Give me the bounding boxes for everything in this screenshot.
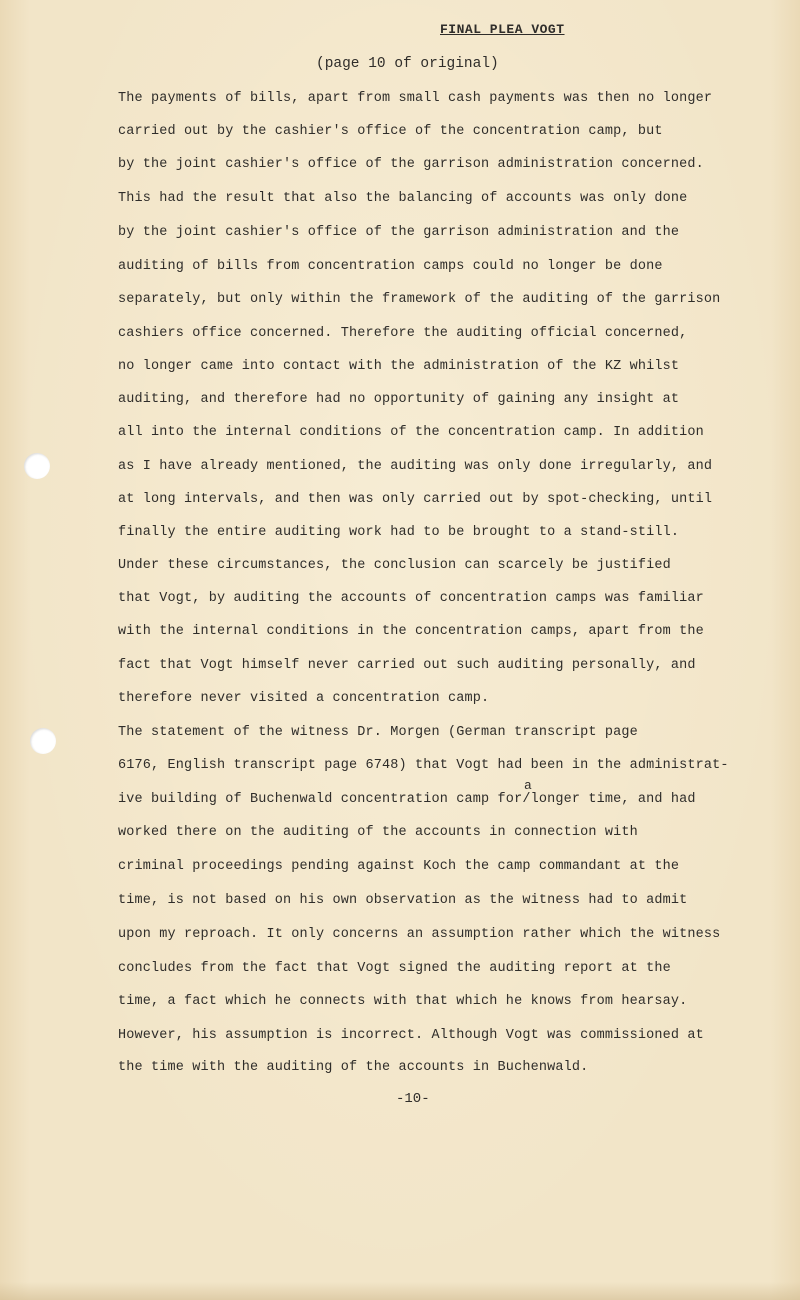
text-line: The statement of the witness Dr. Morgen (German transcript page [118, 725, 638, 740]
text-line: with the internal conditions in the concentration camps, apart from the [118, 624, 704, 639]
text-line: at long intervals, and then was only carried out by spot-checking, until [118, 492, 713, 507]
text-line: that Vogt, by auditing the accounts of concentration camps was familiar [118, 591, 704, 606]
text-line: cashiers office concerned. Therefore the auditing official concerned, [118, 326, 688, 341]
text-line: therefore never visited a concentration camp. [118, 691, 490, 706]
text-line: worked there on the auditing of the accounts in connection with [118, 825, 638, 840]
text-line: by the joint cashier's office of the garrison administration concerned. [118, 157, 704, 172]
text-line: upon my reproach. It only concerns an assumption rather which the witness [118, 927, 721, 942]
document-title: FINAL PLEA VOGT [440, 22, 565, 37]
text-line: auditing, and therefore had no opportunity of gaining any insight at [118, 392, 680, 407]
handwritten-insertion: a [524, 778, 532, 793]
text-line: Under these circumstances, the conclusion can scarcely be justified [118, 558, 671, 573]
text-line: the time with the auditing of the accounts in Buchenwald. [118, 1060, 589, 1075]
text-line: carried out by the cashier's office of the concentration camp, but [118, 124, 663, 139]
text-line: separately, but only within the framework of the auditing of the garrison [118, 292, 721, 307]
text-line: concludes from the fact that Vogt signed the auditing report at the [118, 961, 671, 976]
page-reference: (page 10 of original) [316, 56, 499, 72]
paper-edge [0, 1282, 800, 1300]
text-line: This had the result that also the balancing of accounts was only done [118, 191, 688, 206]
punch-hole-upper [24, 453, 50, 479]
text-line: time, is not based on his own observation as the witness had to admit [118, 893, 688, 908]
text-line: However, his assumption is incorrect. Although Vogt was commissioned at [118, 1028, 704, 1043]
text-line: all into the internal conditions of the concentration camp. In addition [118, 425, 704, 440]
text-line: criminal proceedings pending against Koch the camp commandant at the [118, 859, 680, 874]
text-line: fact that Vogt himself never carried out such auditing personally, and [118, 658, 696, 673]
text-line: no longer came into contact with the administration of the KZ whilst [118, 359, 680, 374]
text-line: time, a fact which he connects with that which he knows from hearsay. [118, 994, 688, 1009]
page-number: -10- [396, 1091, 430, 1107]
text-line: finally the entire auditing work had to be brought to a stand-still. [118, 525, 680, 540]
text-line: auditing of bills from concentration camps could no longer be done [118, 259, 663, 274]
text-line: 6176, English transcript page 6748) that Vogt had been in the administrat- [118, 758, 729, 773]
punch-hole-lower [30, 728, 56, 754]
text-line: by the joint cashier's office of the garrison administration and the [118, 225, 680, 240]
text-line: The payments of bills, apart from small cash payments was then no longer [118, 91, 713, 106]
text-line: ive building of Buchenwald concentration camp for/longer time, and had [118, 792, 696, 807]
text-line: as I have already mentioned, the auditing was only done irregularly, and [118, 459, 713, 474]
